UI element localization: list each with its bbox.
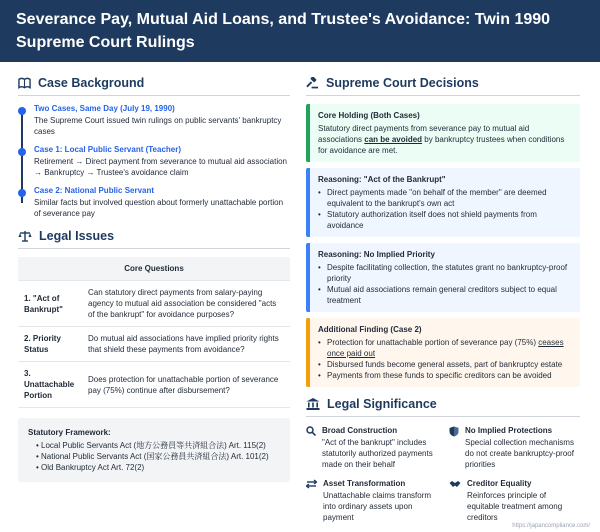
section-title-legal-issues: Legal Issues [18,229,290,249]
row-question: Does protection for unattachable portion of severance pay (75%) continue after disbursement? [82,362,290,408]
landmark-icon [306,398,320,410]
significance-item [306,425,437,470]
significance-item [306,478,437,523]
timeline-dot [18,107,26,115]
significance-item [449,425,580,470]
framework-item: • Old Bankruptcy Act Art. 72(2) [36,462,280,473]
framework-title: Statutory Framework: [28,428,111,437]
reasoning-priority-card [306,243,580,312]
timeline-item [34,186,290,219]
timeline-item [34,145,290,178]
framework-item: • National Public Servants Act (国家公務員共済組合法) Art. 101(2) [36,451,280,462]
table-header: Core Questions [18,257,290,281]
table-row [18,327,290,362]
section-title-case-background: Case Background [18,76,290,96]
left-column [18,76,290,523]
section-title-legal-significance: Legal Significance [306,397,580,417]
source-url: https://japancompliance.com/ [512,523,590,529]
card-bullet: • Despite facilitating collection, the statutes grant no bankruptcy-proof priority [318,262,572,284]
table-row [18,362,290,408]
significance-text: Special collection mechanisms do not create bankruptcy-proof priorities [465,438,574,469]
timeline-item [34,104,290,137]
row-label: 2. Priority Status [18,327,82,362]
core-questions-table [18,257,290,408]
right-column [306,76,580,523]
shield-icon [449,426,459,437]
card-bullet: • Direct payments made "on behalf of the member" are deemed equivalent to the bankrupt's own act [318,187,572,209]
gavel-icon [306,77,319,89]
card-bullet: • Payments from these funds to specific creditors can be avoided [318,370,572,381]
timeline-dot [18,189,26,197]
significance-title: Creditor Equality [467,479,532,488]
section-title-supreme-court-decisions: Supreme Court Decisions [306,76,580,96]
card-title: Core Holding (Both Cases) [318,111,420,120]
row-question: Can statutory direct payments from salary-paying agency to mutual aid association be considered "acts of the bankrupt" for avoidance purposes? [82,281,290,327]
reasoning-act-card [306,168,580,237]
statutory-framework [18,418,290,482]
table-row [18,281,290,327]
significance-grid [306,425,580,523]
significance-text: Reinforces principle of equitable treatment among creditors [467,491,563,522]
row-question: Do mutual aid associations have implied priority rights that shield these payments from avoidance? [82,327,290,362]
timeline-item-text: Similar facts but involved question about formerly unattachable portion of severance pay [34,198,284,218]
card-title: Additional Finding (Case 2) [318,325,422,334]
core-holding-card [306,104,580,162]
significance-title: No Implied Protections [465,426,553,435]
card-title: Reasoning: No Implied Priority [318,250,435,259]
card-bullet: • Mutual aid associations remain general creditors subject to equal treatment [318,284,572,306]
timeline-dot [18,148,26,156]
timeline-item-text: Retirement → Direct payment from severance to mutual aid association → Bankruptcy → Trustee's avoidance claim [34,157,287,177]
timeline-item-title: Case 2: National Public Servant [34,186,155,195]
page-title: Severance Pay, Mutual Aid Loans, and Trustee's Avoidance: Twin 1990 Supreme Court Rulings [16,11,551,51]
significance-title: Asset Transformation [323,479,406,488]
book-icon [18,77,31,89]
significance-item [449,478,580,523]
card-bullet: • Protection for unattachable portion of severance pay (75%) ceases once paid out [318,337,572,359]
handshake-icon [449,479,461,489]
significance-text: "Act of the bankrupt" includes statutorily authorized payments made on their behalf [322,438,433,469]
row-label: 3. Unattachable Portion [18,362,82,408]
significance-title: Broad Construction [322,426,398,435]
emphasis-text: ceases once paid out [327,338,564,358]
case-timeline [18,104,290,219]
search-icon [306,426,316,436]
emphasis-text: can be avoided [364,135,423,144]
timeline-item-title: Case 1: Local Public Servant (Teacher) [34,145,182,154]
exchange-icon [306,479,317,489]
card-title: Reasoning: "Act of the Bankrupt" [318,175,446,184]
scales-icon [18,230,32,242]
significance-text: Unattachable claims transform into ordinary assets upon payment [323,491,432,522]
framework-item: • Local Public Servants Act (地方公務員等共済組合法) Art. 115(2) [36,440,280,451]
timeline-item-title: Two Cases, Same Day (July 19, 1990) [34,104,175,113]
row-label: 1. "Act of Bankrupt" [18,281,82,327]
card-bullet: • Statutory authorization itself does not shield payments from avoidance [318,209,572,231]
additional-finding-card [306,318,580,387]
timeline-item-text: The Supreme Court issued twin rulings on public servants' bankruptcy cases [34,116,282,136]
page-header [0,0,600,62]
card-text: Statutory direct payments from severance pay to mutual aid associations can be avoided by bankruptcy trustees when conditions for avoidance are met. [318,124,565,155]
card-bullet: • Disbursed funds become general assets, part of bankruptcy estate [318,359,572,370]
